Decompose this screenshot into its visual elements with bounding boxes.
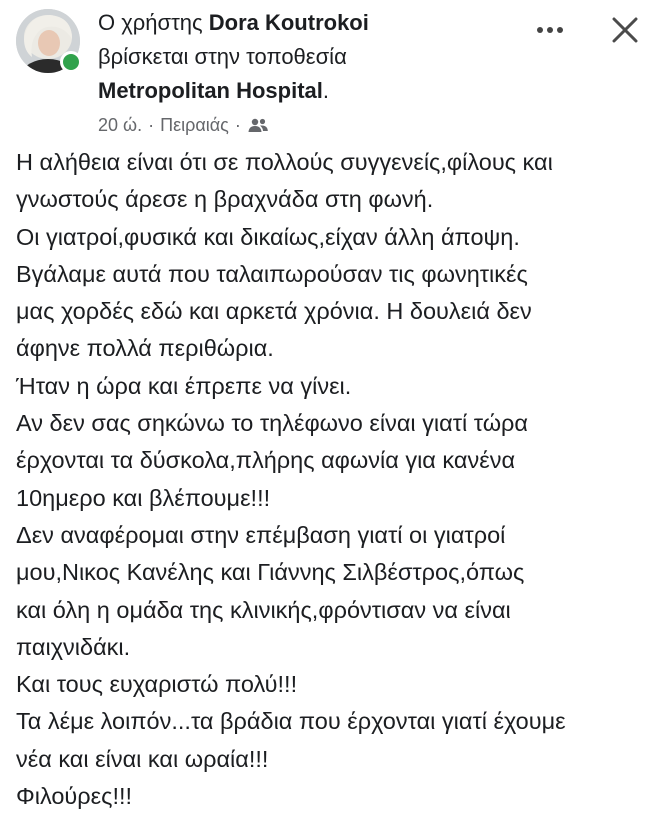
post-line: γνωστούς άρεσε η βραχνάδα στη φωνή. bbox=[16, 186, 434, 213]
meta-separator: · bbox=[148, 114, 155, 135]
post-header bbox=[0, 0, 660, 150]
post-time-link[interactable]: 20 ώ. bbox=[98, 114, 143, 135]
title-prefix: Ο χρήστης bbox=[98, 10, 209, 35]
dot bbox=[537, 27, 543, 33]
post-line: Οι γιατροί,φυσικά και δικαίως,είχαν άλλη άποψη. bbox=[16, 223, 520, 250]
post-meta bbox=[98, 113, 269, 137]
post-line: έρχονται τα δύσκολα,πλήρης αφωνία για κανένα bbox=[16, 447, 516, 474]
more-dots-icon[interactable] bbox=[528, 16, 572, 44]
post-line: παιχνιδάκι. bbox=[16, 633, 131, 660]
post-line: άφηνε πολλά περιθώρια. bbox=[16, 335, 274, 362]
location-suffix: . bbox=[322, 78, 330, 103]
post-title bbox=[98, 6, 538, 108]
title-line-2: βρίσκεται στην τοποθεσία bbox=[98, 44, 347, 69]
post-line: 10ημερο και βλέπουμε!!! bbox=[16, 484, 271, 511]
post-line: Βγάλαμε αυτά που ταλαιπωρούσαν τις φωνητικές bbox=[16, 260, 528, 287]
close-icon[interactable] bbox=[605, 10, 645, 50]
place-name: Πειραιάς bbox=[160, 114, 229, 135]
location-link[interactable]: Metropolitan Hospital bbox=[98, 78, 323, 103]
post-line: μας χορδές εδώ και αρκετά χρόνια. Η δουλειά δεν bbox=[16, 298, 532, 325]
author-name-link[interactable]: Dora Koutrokoi bbox=[208, 10, 369, 35]
post-line: Ήταν η ώρα και έπρεπε να γίνει. bbox=[16, 372, 352, 399]
post-line: νέα και είναι και ωραία!!! bbox=[16, 745, 269, 772]
post-line: και όλη η ομάδα της κλινικής,φρόντισαν να είναι bbox=[16, 596, 511, 623]
dot bbox=[547, 27, 553, 33]
post-line: Και τους ευχαριστώ πολύ!!! bbox=[16, 671, 298, 698]
meta-separator: · bbox=[234, 114, 241, 135]
post-line: Τα λέμε λοιπόν...τα βράδια που έρχονται γιατί έχουμε bbox=[16, 708, 566, 735]
avatar[interactable] bbox=[16, 9, 80, 73]
post-line: Φιλούρες!!! bbox=[16, 783, 133, 810]
post-text bbox=[16, 144, 652, 815]
post-line: Η αλήθεια είναι ότι σε πολλούς συγγενείς,φίλους και bbox=[16, 149, 553, 175]
post-line: Αν δεν σας σηκώνω το τηλέφωνο είναι γιατί τώρα bbox=[16, 410, 529, 437]
online-status-dot bbox=[60, 51, 82, 73]
dot bbox=[557, 27, 563, 33]
post-line: Δεν αναφέρομαι στην επέμβαση γιατί οι γιατροί bbox=[16, 521, 506, 548]
post-line: μου,Νικος Κανέλης και Γιάννης Σιλβέστρος,όπως bbox=[16, 559, 525, 586]
friends-icon[interactable] bbox=[247, 117, 269, 133]
